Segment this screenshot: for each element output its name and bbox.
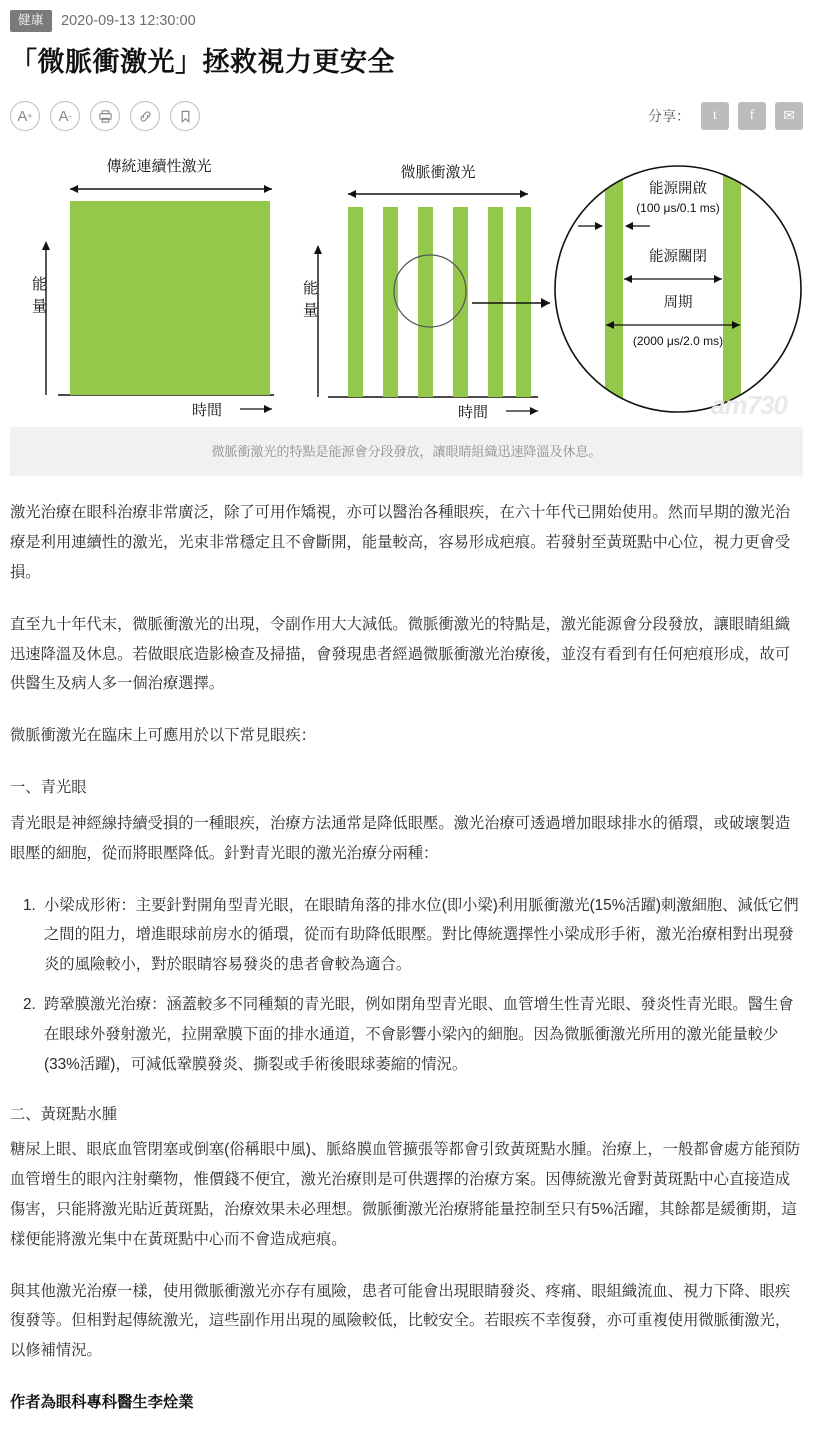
paragraph-5: 糖尿上眼、眼底血管閉塞或倒塞(俗稱眼中風)、脈絡膜血管擴張等都會引致黃斑點水腫。治療上，一般都會處方能預防血管增生的眼內注射藥物，惟價錢不便宜，激光治療則是可供選擇的治療方案。因傳統激光會對黃斑點中心直接造成傷害，只能將激光貼近黃斑點，治療效果未必理想。微脈衝激光治療將能量控制至只有5%活躍，其餘都是緩衝期，這樣便能將激光集中在黃斑點中心而不會造成疤痕。 [10, 1141, 801, 1248]
page-title: 「微脈衝激光」拯救視力更安全 [10, 46, 395, 77]
font-increase-button[interactable] [10, 101, 40, 131]
paragraph-1: 激光治療在眼科治療非常廣泛，除了可用作矯視，亦可以醫治各種眼疾，在六十年代已開始使用。然而早期的激光治療是利用連續性的激光，光束非常穩定且不會斷開，能量較高，容易形成疤痕。若發射至黃斑點中心位，視力更會受損。 [10, 504, 791, 581]
svg-text:量: 量 [32, 298, 48, 316]
cycle-value: (2000 μs/2.0 ms) [632, 334, 724, 349]
svg-text:量: 量 [303, 302, 319, 320]
share-facebook-button[interactable]: f [738, 102, 766, 130]
font-decrease-button[interactable] [50, 101, 80, 131]
font-increase-label: A [17, 107, 28, 125]
paragraph-3: 微脈衝激光在臨床上可應用於以下常見眼疾： [10, 727, 316, 745]
paragraph-4: 青光眼是神經線持續受損的一種眼疾，治療方法通常是降低眼壓。激光治療可透過增加眼球排水的循環，或破壞製造眼壓的細胞，從而將眼壓降低。針對青光眼的激光治療分兩種： [10, 814, 791, 862]
energy-on-label: 能源開啟 [649, 181, 707, 198]
list-item: 1. 小梁成形術：主要針對開角型青光眼，在眼睛角落的排水位(即小梁)利用脈衝激光(15%活躍)刺激細胞、減低它們之間的阻力，增進眼球前房水的循環，從而有助降低眼壓。對比傳統選擇性小梁成形手術，激光治療相對出現發炎的風險較小，對於眼睛容易發炎的患者會較為適合。 [40, 891, 803, 980]
tool-icon-group [10, 101, 200, 131]
share-twitter-button[interactable]: t [701, 102, 729, 130]
bookmark-icon[interactable] [170, 101, 200, 131]
author-line: 作者為眼科專科醫生李烇業 [10, 1394, 194, 1412]
section-heading-2: 二、黃斑點水腫 [10, 1105, 118, 1123]
paragraph-6: 與其他激光治療一樣，使用微脈衝激光亦存有風險，患者可能會出現眼睛發炎、疼痛、眼組織流血、視力下降、眼疾復發等。但相對起傳統激光，這些副作用出現的風險較低，比較安全。若眼疾不幸復發，亦可重複使用微脈衝激光，以修補情況。 [10, 1282, 791, 1360]
treatment-list [10, 891, 803, 1080]
article-toolbar [10, 97, 803, 135]
share-email-button[interactable]: ✉ [775, 102, 803, 130]
font-decrease-sup: - [68, 111, 72, 122]
watermark: am730 [711, 390, 787, 421]
printer-icon[interactable] [90, 101, 120, 131]
paragraph-2: 直至九十年代末，微脈衝激光的出現，令副作用大大減低。微脈衝激光的特點是，激光能源會分段發放，讓眼睛組織迅速降溫及休息。若做眼底造影檢查及掃描，會發現患者經過微脈衝激光治療後，並沒有看到有任何疤痕形成，故可供醫生及病人多一個治療選擇。 [10, 615, 791, 693]
laser-diagram [10, 149, 803, 427]
energy-off-label: 能源關閉 [649, 249, 707, 266]
right-chart-title: 微脈衝激光 [400, 164, 476, 182]
share-label: 分享： [648, 108, 690, 125]
category-badge[interactable]: 健康 [10, 10, 52, 32]
section-heading-1: 一、青光眼 [10, 779, 87, 797]
share-group [648, 102, 803, 130]
article-meta [10, 8, 803, 32]
figure-image [10, 149, 803, 427]
right-chart-xlabel: 時間 [458, 404, 489, 422]
publish-timestamp: 2020-09-13 12:30:00 [61, 12, 196, 29]
article-body [10, 498, 803, 1418]
cycle-label: 周期 [663, 295, 693, 312]
list-item: 2. 跨鞏膜激光治療：涵蓋較多不同種類的青光眼，例如閉角型青光眼、血管增生性青光眼、發炎性青光眼。醫生會在眼球外發射激光，拉開鞏膜下面的排水通道，不會影響小梁內的細胞。因為微脈衝激光所用的激光能量較少(33%活躍)，可減低鞏膜發炎、撕裂或手術後眼球萎縮的情況。 [40, 990, 803, 1079]
figure-caption: 微脈衝激光的特點是能源會分段發放，讓眼睛組織迅速降溫及休息。 [10, 427, 803, 476]
article-figure [10, 149, 803, 476]
right-chart-ylabel: 能 [303, 280, 319, 298]
left-chart-ylabel: 能 [32, 276, 48, 294]
font-increase-sup: + [27, 111, 33, 122]
energy-on-value: (100 μs/0.1 ms) [636, 201, 720, 216]
font-decrease-label: A [58, 107, 69, 125]
left-chart-xlabel: 時間 [192, 402, 223, 420]
link-icon[interactable] [130, 101, 160, 131]
left-chart-title: 傳統連續性激光 [106, 158, 212, 176]
